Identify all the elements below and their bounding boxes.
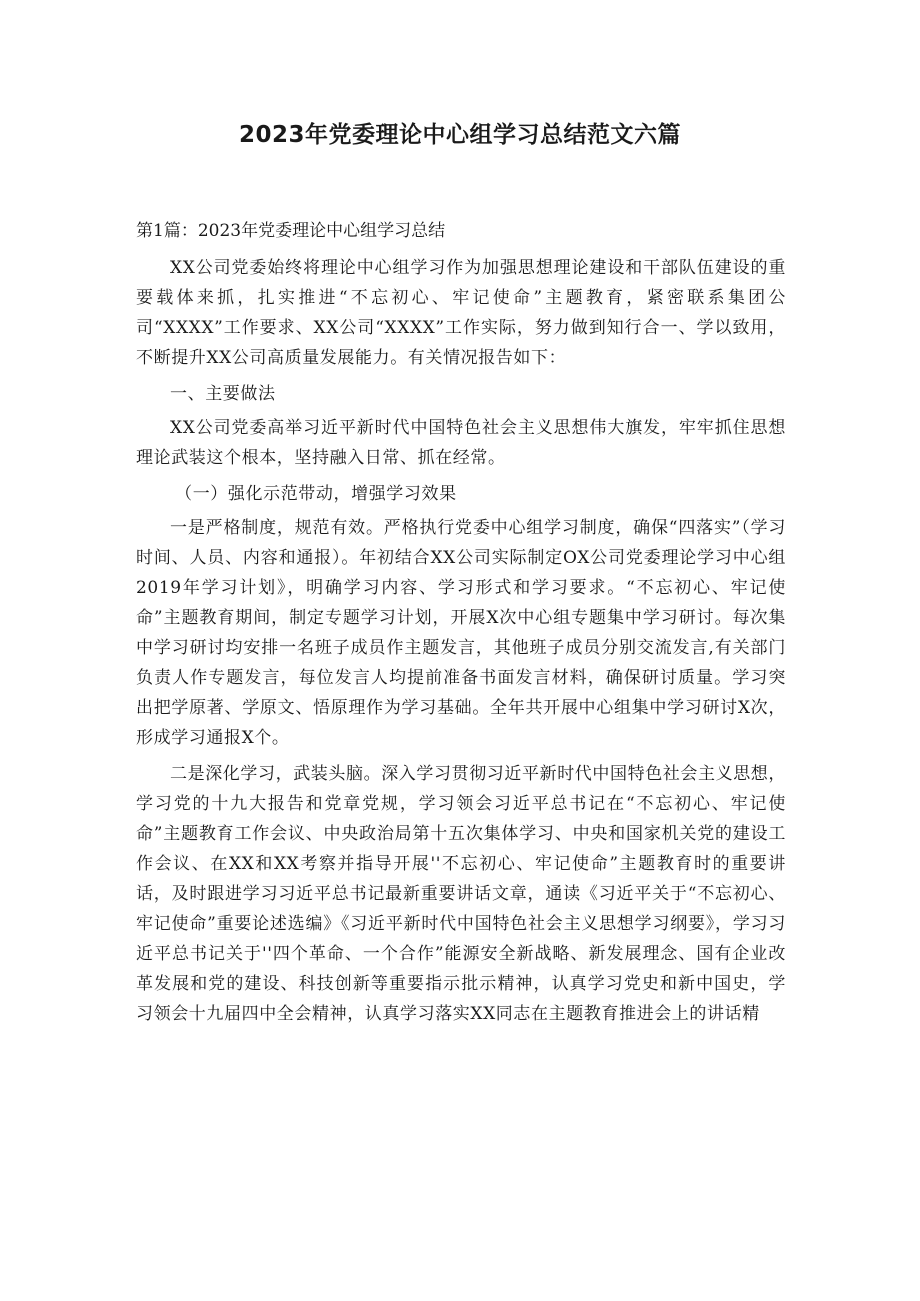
subheading-demonstration: （一）强化示范带动，增强学习效果 (175, 484, 457, 504)
document-body (136, 219, 786, 1035)
heading-main-practices: 一、主要做法 (170, 384, 276, 404)
strict-system-paragraph: 一是严格制度，规范有效。严格执行党委中心组学习制度，确保“四落实”（学习时间、人员、内容和通报）。年初结合XX公司实际制定OX公司党委理论学习中心组2019年学习计划》，明确学习内容、学习形式和学习要求。“不忘初心、牢记使命”主题教育期间，制定专题学习计划，开展X次中心组专题集中学习研讨。每次集中学习研讨均安排一名班子成员作主题发言，其他班子成员分别交流发言,有关部门负责人作专题发言，每位发言人均提前准备书面发言材料，确保研讨质量。学习突出把学原著、学原文、悟原理作为学习基础。全年共开展中心组集中学习研讨X次，形成学习通报X个。 (136, 518, 786, 748)
intro-paragraph: XX公司党委始终将理论中心组学习作为加强思想理论建设和干部队伍建设的重要载体来抓，扎实推进“不忘初心、牢记使命”主题教育，紧密联系集团公司“XXXX”工作要求、XX公司“XXXX”工作实际，努力做到知行合一、学以致用，不断提升XX公司高质量发展能力。有关情况报告如下： (136, 258, 786, 368)
practices-summary-paragraph: XX公司党委高举习近平新时代中国特色社会主义思想伟大旗发，牢牢抓住思想理论武装这个根本，坚持融入日常、抓在经常。 (136, 418, 786, 468)
deepen-study-paragraph: 二是深化学习，武装头脑。深入学习贯彻习近平新时代中国特色社会主义思想，学习党的十九大报告和党章党规，学习领会习近平总书记在“不忘初心、牢记使命”主题教育工作会议、中央政治局第十五次集体学习、中央和国家机关党的建设工作会议、在XX和XX考察并指导开展''不忘初心、牢记使命”主题教育时的重要讲话，及时跟进学习习近平总书记最新重要讲话文章，通读《习近平关于“不忘初心、牢记使命”重要论述选编》《习近平新时代中国特色社会主义思想学习纲要》，学习习近平总书记关于''四个革命、一个合作”能源安全新战略、新发展理念、国有企业改革发展和党的建设、科技创新等重要指示批示精神，认真学习党史和新中国史，学习领会十九届四中全会精神，认真学习落实XX同志在主题教育推进会上的讲话精 (136, 764, 786, 1024)
section-heading: 第1篇：2023年党委理论中心组学习总结 (136, 221, 446, 241)
document-title: 2023年党委理论中心组学习总结范文六篇 (238, 122, 681, 148)
